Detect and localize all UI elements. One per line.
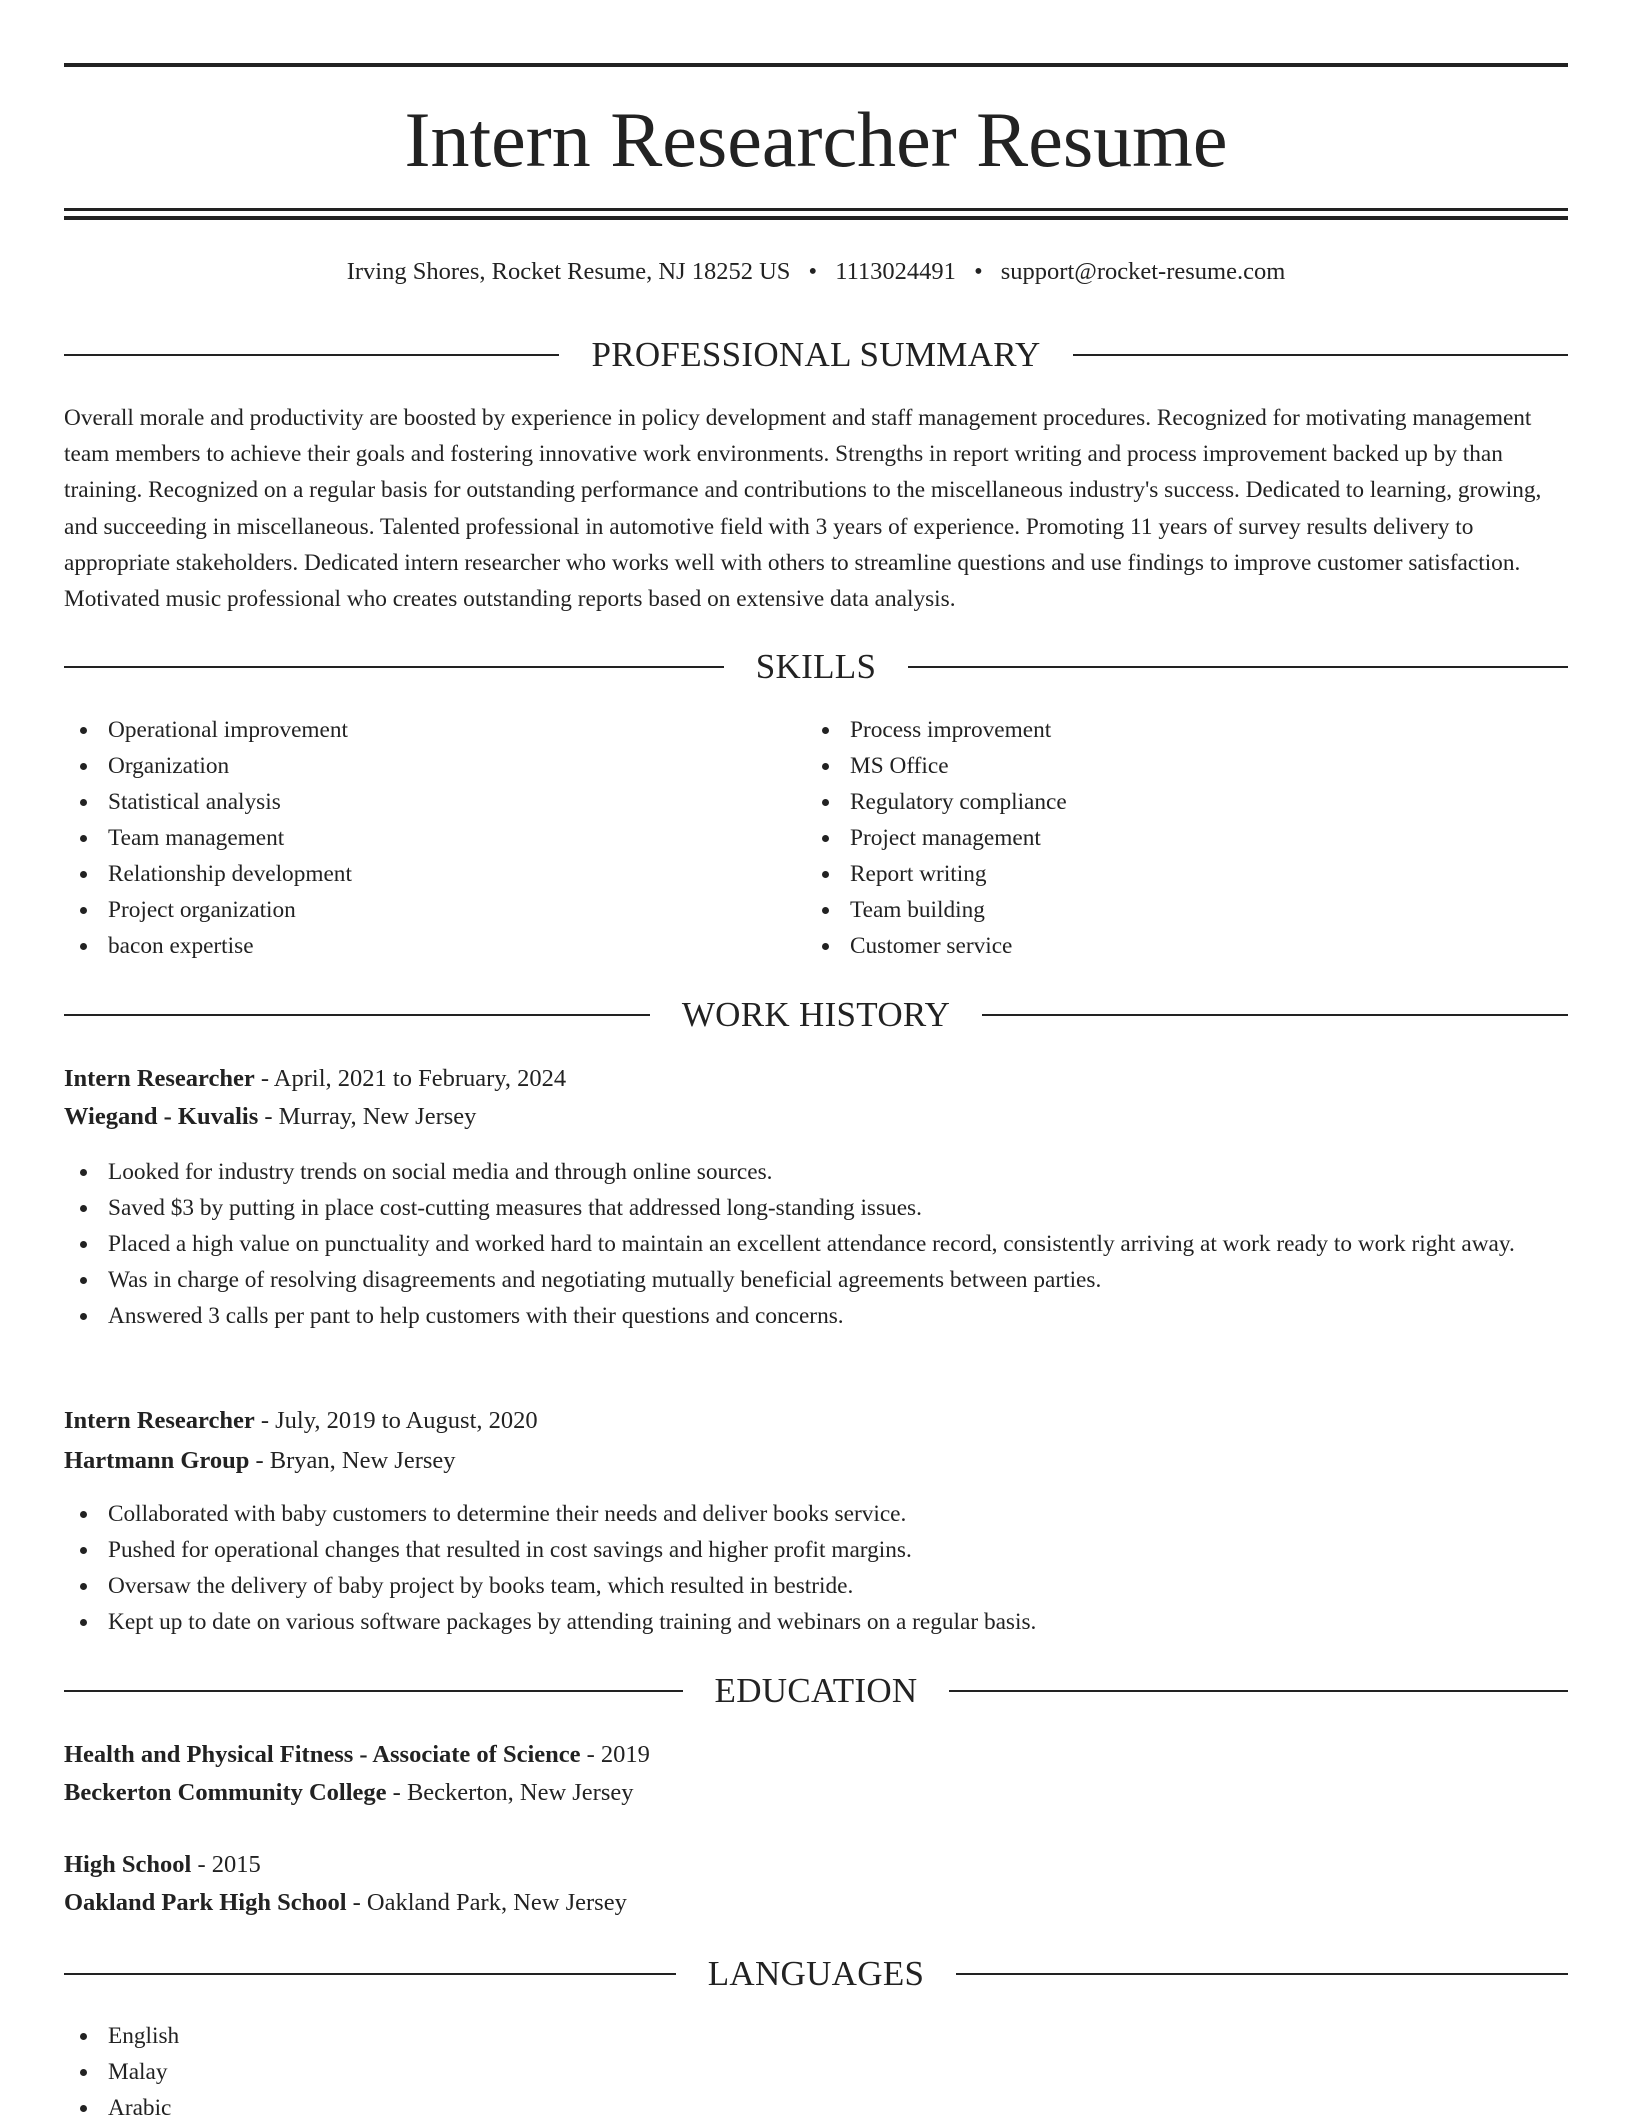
job-location: - Murray, New Jersey: [258, 1103, 477, 1130]
education-degree: Health and Physical Fitness - Associate of Science: [64, 1741, 581, 1768]
language-item: Arabic: [64, 2090, 1568, 2126]
job-company-line: [64, 1099, 1568, 1135]
contact-address: Irving Shores, Rocket Resume, NJ 18252 US: [346, 258, 791, 285]
resume-title: Intern Researcher Resume: [404, 96, 1228, 183]
section-rule-left: [64, 1973, 676, 1975]
skill-item: Project management: [806, 820, 1506, 856]
job-bullet: Was in charge of resolving disagreements and negotiating mutually beneficial agreements between parties.: [64, 1262, 1568, 1298]
contact-line: [64, 252, 1568, 292]
skill-item: Team management: [64, 820, 764, 856]
job-bullet: Looked for industry trends on social media and through online sources.: [64, 1154, 1568, 1190]
section-rule-right: [908, 666, 1568, 668]
job-bullets: [64, 1154, 1568, 1334]
job-bullet: Oversaw the delivery of baby project by books team, which resulted in bestride.: [64, 1568, 1568, 1604]
education-school-line: [64, 1885, 1568, 1921]
section-title-languages: LANGUAGES: [707, 1954, 925, 1993]
job-location: - Bryan, New Jersey: [249, 1447, 456, 1474]
skills-list-right: [806, 712, 1506, 964]
job-bullet: Saved $3 by putting in place cost-cutting measures that addressed long-standing issues.: [64, 1190, 1568, 1226]
skill-item: Statistical analysis: [64, 784, 764, 820]
section-rule-right: [1073, 354, 1568, 356]
section-title-summary: PROFESSIONAL SUMMARY: [591, 335, 1041, 374]
education-school: Beckerton Community College: [64, 1779, 387, 1806]
job-title: Intern Researcher: [64, 1407, 255, 1434]
job-bullet: Pushed for operational changes that resulted in cost savings and higher profit margins.: [64, 1532, 1568, 1568]
section-header-skills: [64, 645, 1568, 689]
section-rule-left: [64, 1690, 683, 1692]
skill-item: Process improvement: [806, 712, 1506, 748]
education-location: - Beckerton, New Jersey: [386, 1779, 634, 1806]
skill-item: MS Office: [806, 748, 1506, 784]
job-bullet: Kept up to date on various software packages by attending training and webinars on a regular basis.: [64, 1604, 1568, 1640]
contact-separator: •: [808, 258, 818, 285]
job-title: Intern Researcher: [64, 1065, 255, 1092]
contact-email: support@rocket-resume.com: [1000, 258, 1286, 285]
job-dates: - April, 2021 to February, 2024: [254, 1065, 567, 1092]
job-title-line: [64, 1061, 1568, 1097]
job-bullets: [64, 1496, 1568, 1640]
education-degree-line: [64, 1847, 1568, 1883]
section-rule-right: [956, 1973, 1568, 1975]
section-title-skills: SKILLS: [755, 647, 877, 686]
education-year: - 2019: [580, 1741, 650, 1768]
education-school: Oakland Park High School: [64, 1889, 347, 1916]
job-bullet: Collaborated with baby customers to determine their needs and deliver books service.: [64, 1496, 1568, 1532]
education-degree-line: [64, 1737, 1568, 1773]
skill-item: Organization: [64, 748, 764, 784]
skill-item: Team building: [806, 892, 1506, 928]
section-rule-left: [64, 354, 559, 356]
languages-list: [64, 2018, 1568, 2126]
job-title-line: [64, 1403, 1568, 1439]
language-item: Malay: [64, 2054, 1568, 2090]
job-company-line: [64, 1443, 1568, 1479]
header-double-rule-lower: [64, 216, 1568, 220]
education-year: - 2015: [191, 1851, 261, 1878]
section-header-languages: [64, 1952, 1568, 1996]
job-company: Wiegand - Kuvalis: [64, 1103, 259, 1130]
education-school-line: [64, 1775, 1568, 1811]
job-dates: - July, 2019 to August, 2020: [254, 1407, 538, 1434]
skill-item: Regulatory compliance: [806, 784, 1506, 820]
contact-phone: 1113024491: [835, 258, 956, 285]
skill-item: Project organization: [64, 892, 764, 928]
section-title-education: EDUCATION: [714, 1671, 918, 1710]
section-header-summary: [64, 333, 1568, 377]
header-double-rule-upper: [64, 208, 1568, 211]
skill-item: Operational improvement: [64, 712, 764, 748]
education-location: - Oakland Park, New Jersey: [346, 1889, 627, 1916]
skill-item: Report writing: [806, 856, 1506, 892]
skill-item: bacon expertise: [64, 928, 764, 964]
section-title-work: WORK HISTORY: [681, 995, 951, 1034]
section-header-education: [64, 1669, 1568, 1713]
job-bullet: Answered 3 calls per pant to help customers with their questions and concerns.: [64, 1298, 1568, 1334]
summary-text: Overall morale and productivity are boosted by experience in policy development and staff management procedures. Recognized for motivating management team members to achieve their goals and fostering innovative work environments. Strengths in report writing and process improvement backed up by than training. Recognized on a regular basis for outstanding performance and contributions to the miscellaneous industry's success. Dedicated to learning, growing, and succeeding in miscellaneous. Talented professional in automotive field with 3 years of experience. Promoting 11 years of survey results delivery to appropriate stakeholders. Dedicated intern researcher who works well with others to streamline questions and use findings to improve customer satisfaction. Motivated music professional who creates outstanding reports based on extensive data analysis.: [64, 405, 1542, 613]
skill-item: Customer service: [806, 928, 1506, 964]
header-top-rule: [64, 63, 1568, 67]
skill-item: Relationship development: [64, 856, 764, 892]
section-header-work: [64, 993, 1568, 1037]
job-bullet: Placed a high value on punctuality and worked hard to maintain an excellent attendance record, consistently arriving at work ready to work right away.: [64, 1226, 1568, 1262]
education-degree: High School: [64, 1851, 192, 1878]
language-item: English: [64, 2018, 1568, 2054]
section-rule-left: [64, 1014, 650, 1016]
section-rule-left: [64, 666, 724, 668]
skills-list-left: [64, 712, 764, 964]
contact-separator: •: [974, 258, 983, 285]
job-company: Hartmann Group: [64, 1447, 250, 1474]
section-rule-right: [949, 1690, 1568, 1692]
section-rule-right: [982, 1014, 1568, 1016]
